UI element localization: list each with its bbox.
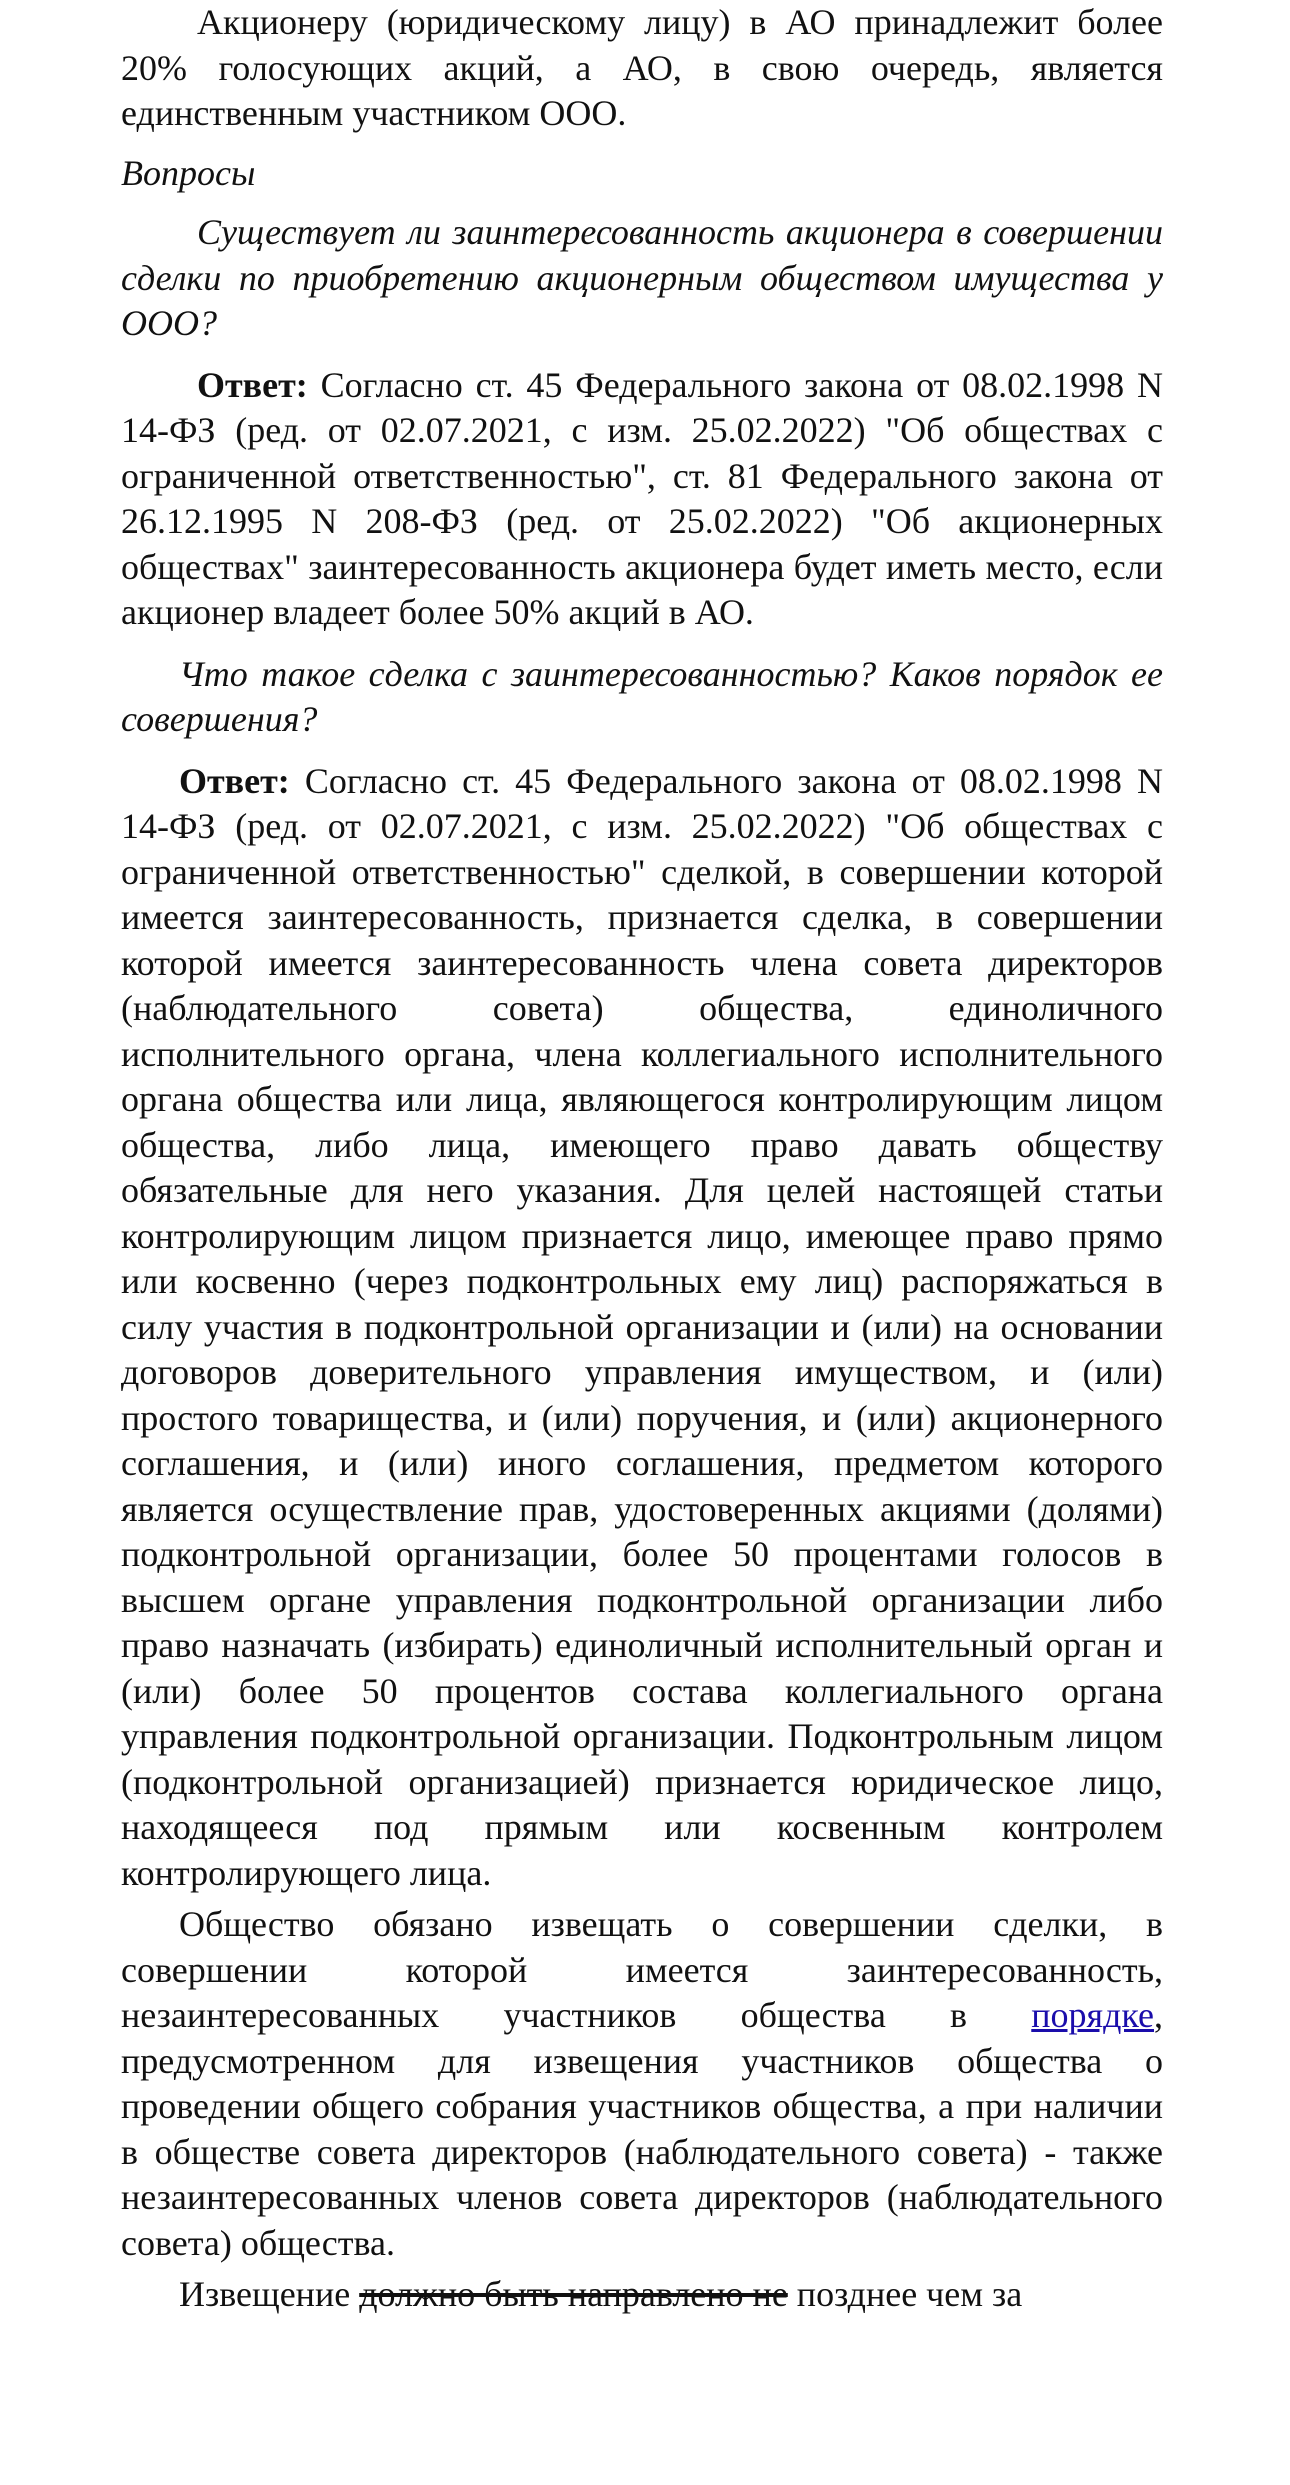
intro-paragraph: Акционеру (юридическому лицу) в АО принадлежит более 20% голосующих акций, а АО, в свою очередь, является единственным участником ООО. (121, 2, 1163, 133)
answer-1-label: Ответ: (197, 364, 308, 405)
section-title-questions: Вопросы (121, 152, 256, 193)
document-page (121, 0, 1163, 2318)
notice-text-start: Извещение (179, 2274, 360, 2314)
question-1: Существует ли заинтересованность акционера в совершении сделки по приобретению акционерным обществом имущества у ООО? (121, 212, 1163, 343)
notification-text-start: Общество обязано извещать о совершении сделки, в совершении которой имеется заинтересованность, незаинтересованных участников общества в (121, 1904, 1163, 2035)
answer-2-text: Согласно ст. 45 Федерального закона от 08.02.1998 N 14-ФЗ (ред. от 02.07.2021, с изм. 25.02.2022) "Об обществах с ограниченной ответственностью" сделкой, в совершении которой имеется заинтересованность, признается сделка, в совершении которой имеется заинтересованность члена совета директоров (наблюдательного совета) общества, единоличного исполнительного органа, члена коллегиального исполнительного органа общества или лица, являющегося контролирующим лицом общества, либо лица, имеющего право давать обществу обязательные для него указания. Для целей настоящей статьи контролирующим лицом признается лицо, имеющее право прямо или косвенно (через подконтрольных ему лиц) распоряжаться в силу участия в подконтрольной организации и (или) на основании договоров доверительного управления имуществом, и (или) простого товарищества, и (или) поручения, и (или) акционерного соглашения, и (или) иного соглашения, предметом которого является осуществление прав, удостоверенных акциями (долями) подконтрольной организации, более 50 процентами голосов в высшем органе управления подконтрольной организации либо право назначать (избирать) единоличный исполнительный орган и (или) более 50 процентов состава коллегиального органа управления подконтрольной организации. Подконтрольным лицом (подконтрольной организацией) признается юридическое лицо, находящееся под прямым или косвенным контролем контролирующего лица. (121, 760, 1163, 1893)
procedure-link[interactable]: порядке (1031, 1995, 1154, 2035)
answer-2 (121, 759, 1163, 1897)
notification-paragraph (121, 1902, 1163, 2266)
notice-text-end: позднее чем за (787, 2274, 1023, 2314)
answer-2-label: Ответ: (179, 760, 290, 801)
notification-text-end: , предусмотренном для извещения участников общества о проведении общего собрания участников общества, а при наличии в обществе совета директоров (наблюдательного совета) - также незаинтересованных членов совета директоров (наблюдательного совета) общества. (121, 1995, 1163, 2263)
question-2: Что такое сделка с заинтересованностью? Каков порядок ее совершения? (121, 653, 1163, 739)
notice-struck-text: должно быть направлено не (359, 2274, 788, 2314)
answer-1-text: Согласно ст. 45 Федерального закона от 08.02.1998 N 14-ФЗ (ред. от 02.07.2021, с изм. 25.02.2022) "Об обществах с ограниченной ответственностью", ст. 81 Федерального закона от 26.12.1995 N 208-ФЗ (ред. от 25.02.2022) "Об акционерных обществах" заинтересованность акционера будет иметь место, если акционер владеет более 50% акций в АО. (121, 364, 1163, 632)
answer-1 (121, 363, 1163, 636)
notice-paragraph (121, 2272, 1163, 2318)
